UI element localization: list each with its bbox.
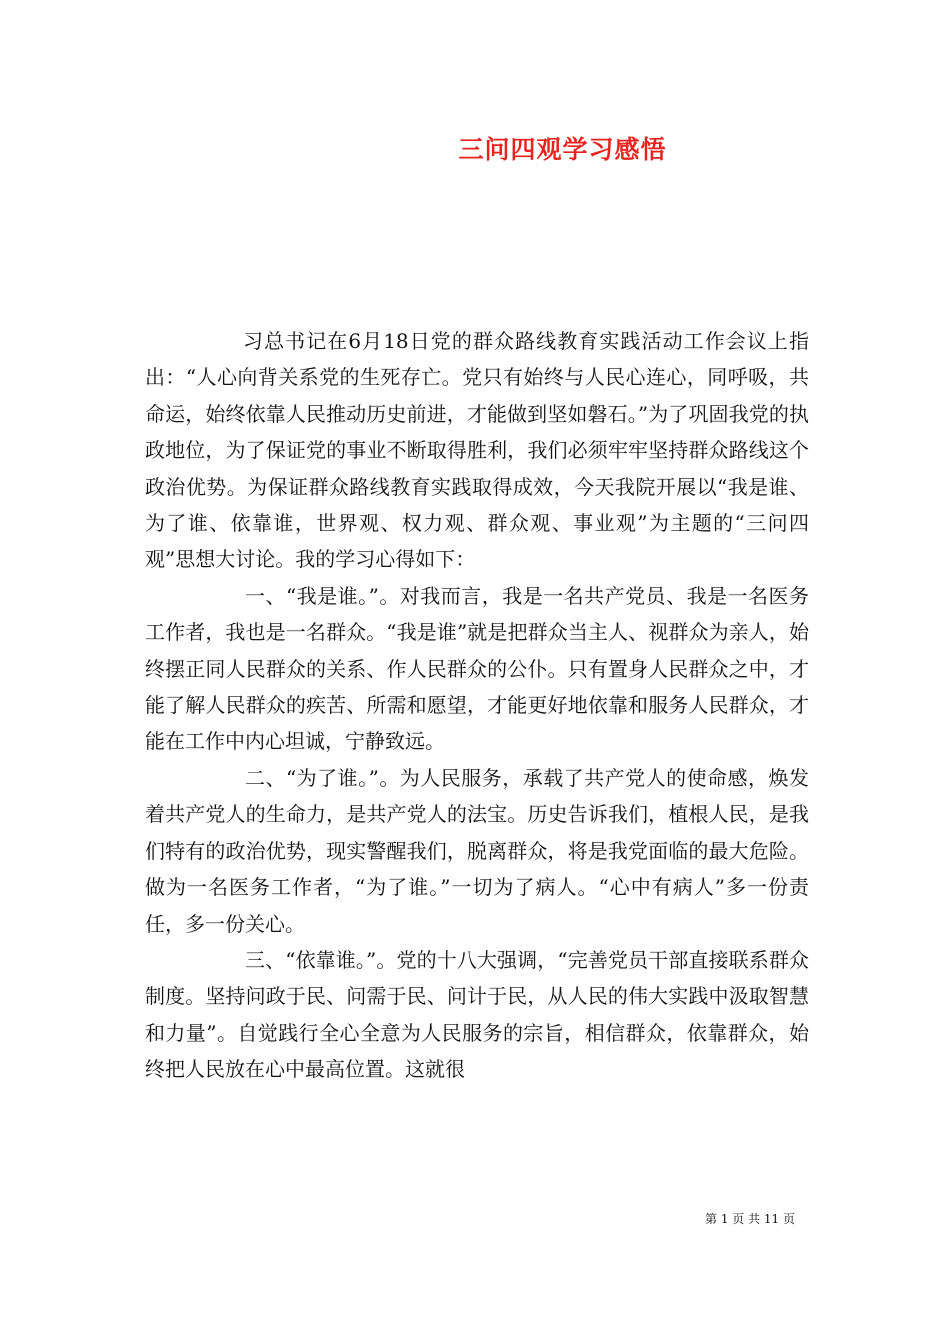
document-title: 三问四观学习感悟	[458, 135, 667, 164]
paragraph-rely-on-whom: 三、“依靠谁。”。党的十八大强调，“完善党员干部直接联系群众制度。坚持问政于民、问需于民、问计于民，从人民的伟大实践中汲取智慧和力量”。自觉践行全心全意为人民服务的宗旨，相信群众，依靠群众，始终把人民放在心中最高位置。这就很	[145, 947, 809, 1082]
paragraph-who-am-i: 一、“我是谁。”。对我而言，我是一名共产党员、我是一名医务工作者，我也是一名群众。“我是谁”就是把群众当主人、视群众为亲人，始终摆正同人民群众的关系、作人民群众的公仆。只有置身人民群众之中，才能了解人民群众的疾苦、所需和愿望，才能更好地依靠和服务人民群众，才能在工作中内心坦诚，宁静致远。	[145, 583, 809, 754]
document-body	[145, 323, 809, 1088]
paragraph-intro: 习总书记在6月18日党的群众路线教育实践活动工作会议上指出：“人心向背关系党的生死存亡。党只有始终与人民心连心，同呼吸，共命运，始终依靠人民推动历史前进，才能做到坚如磐石。”为了巩固我党的执政地位，为了保证党的事业不断取得胜利，我们必须牢牢坚持群众路线这个政治优势。为保证群众路线教育实践取得成效，今天我院开展以“我是谁、为了谁、依靠谁，世界观、权力观、群众观、事业观”为主题的“三问四观”思想大讨论。我的学习心得如下：	[145, 329, 809, 572]
paragraph-for-whom: 二、“为了谁。”。为人民服务，承载了共产党人的使命感，焕发着共产党人的生命力，是共产党人的法宝。历史告诉我们，植根人民，是我们特有的政治优势，现实警醒我们，脱离群众，将是我党面临的最大危险。做为一名医务工作者，“为了谁。”一切为了病人。“心中有病人”多一份责任，多一份关心。	[145, 765, 809, 936]
page-number-footer: 第 1 页 共 11 页	[705, 1212, 795, 1226]
